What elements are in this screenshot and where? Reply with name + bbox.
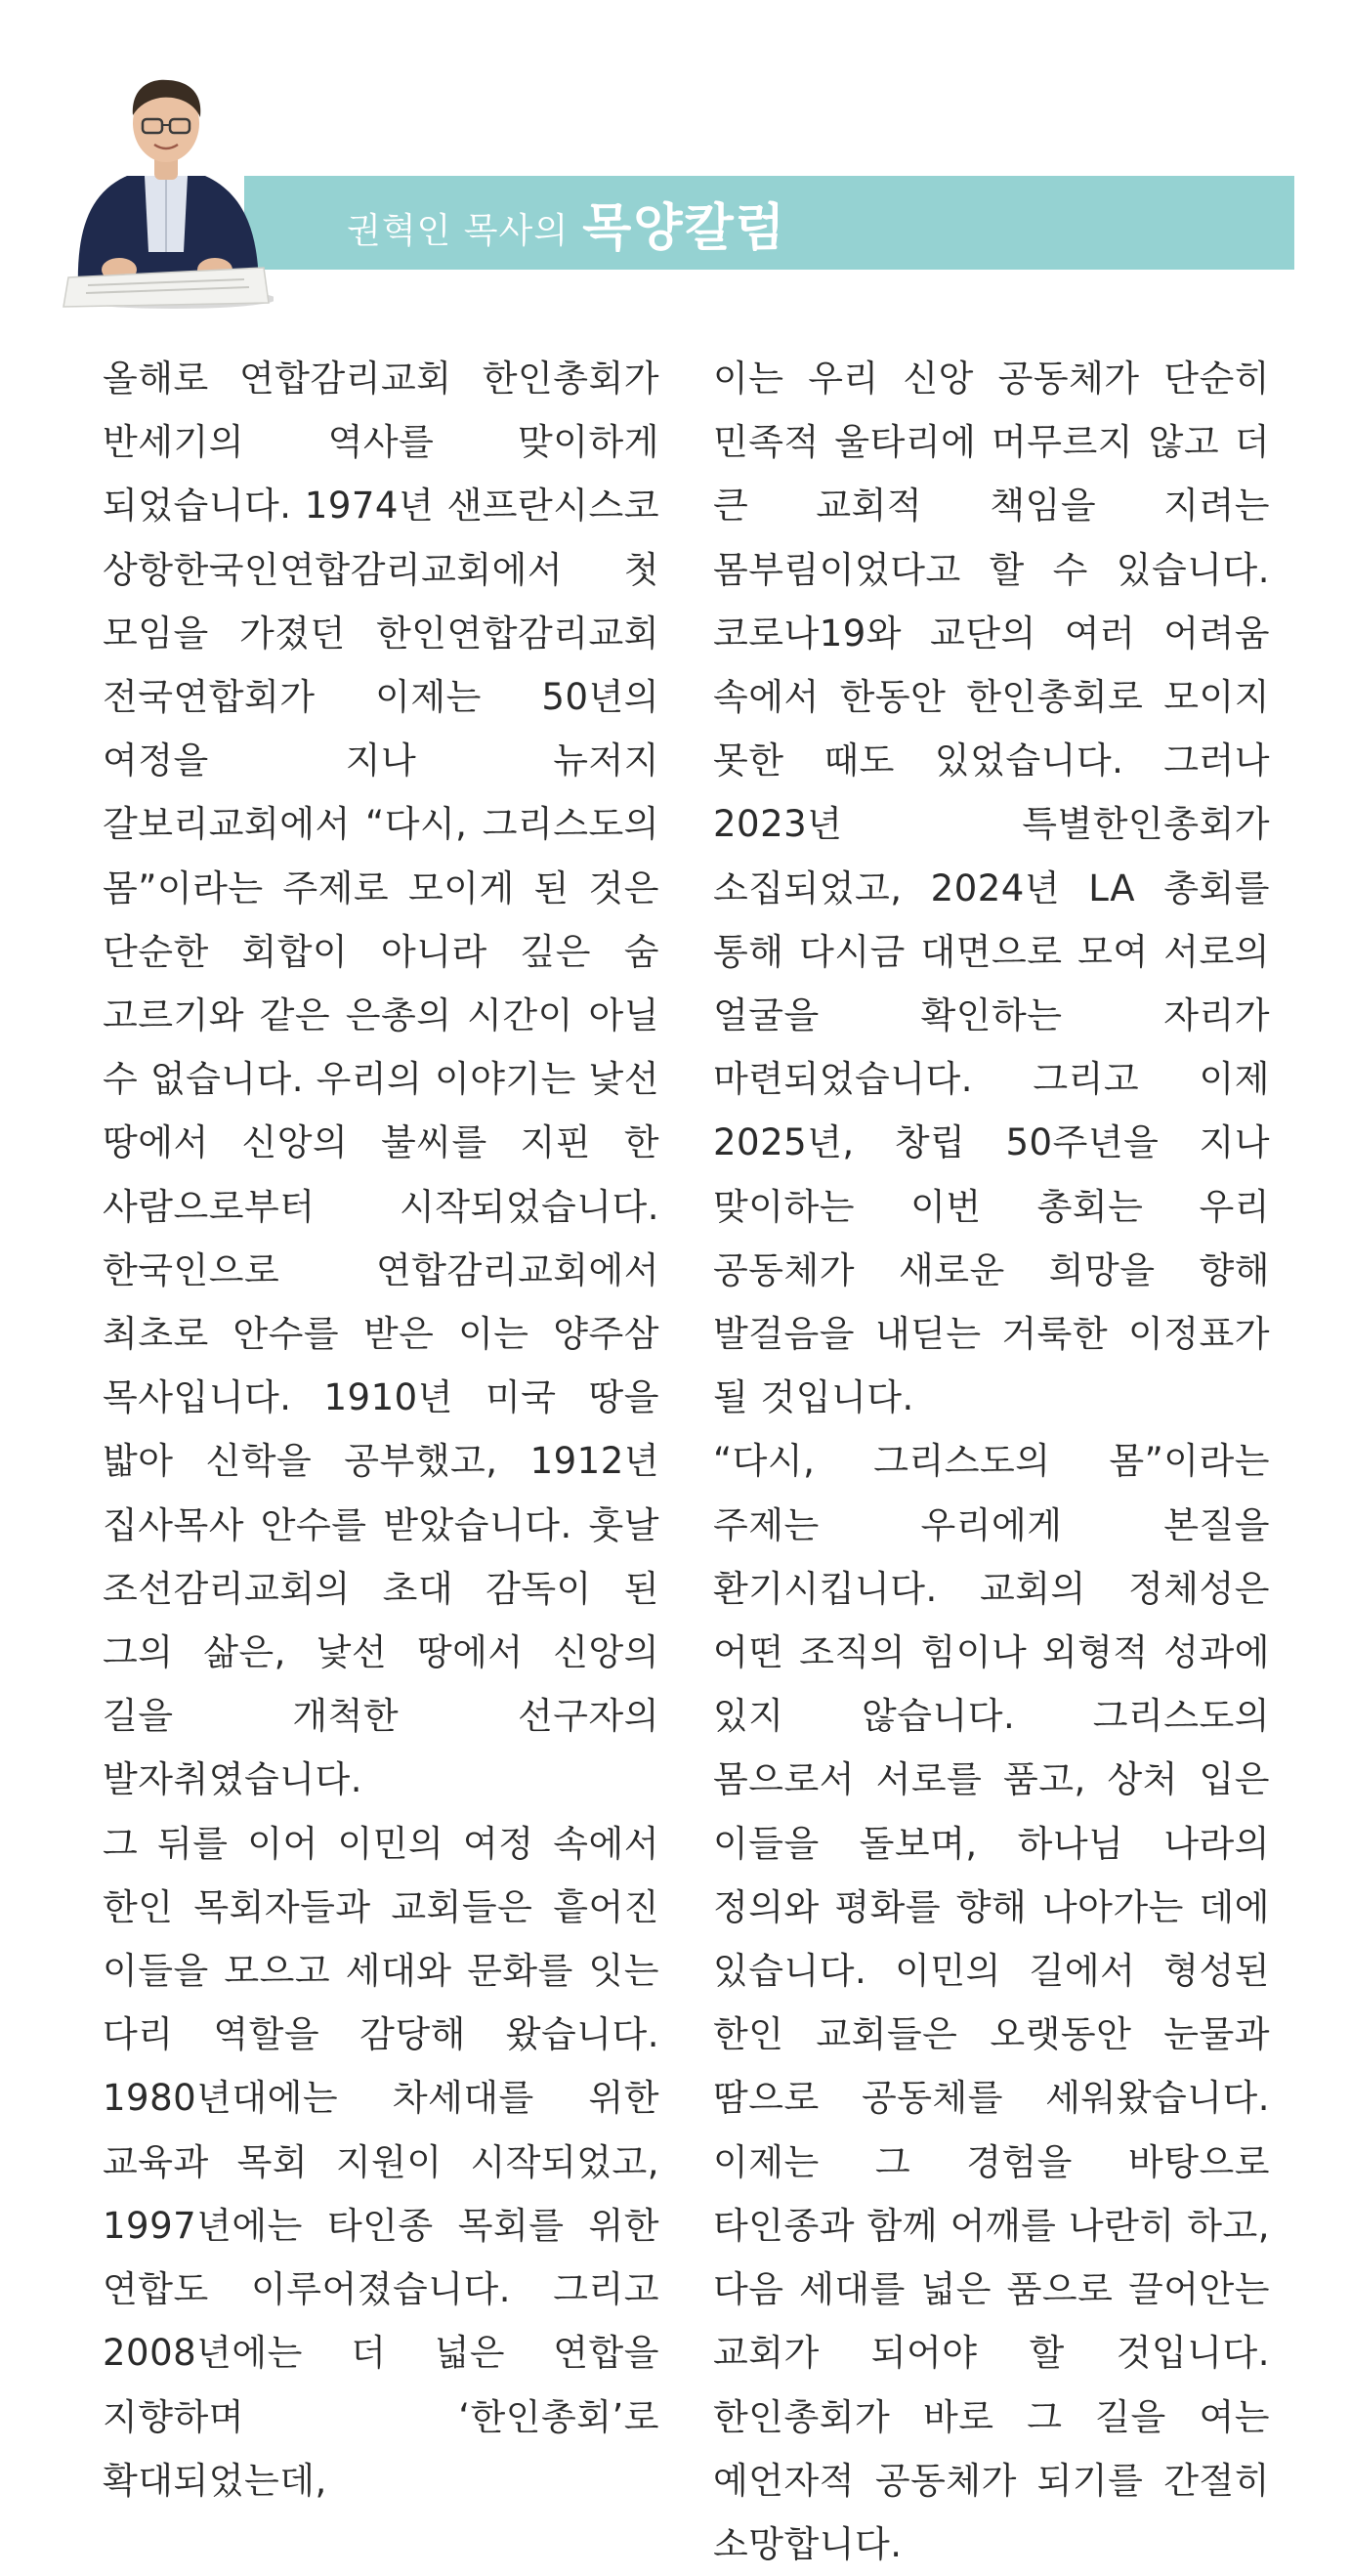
column-title: 목양칼럼 [582, 197, 787, 258]
paragraph: 이는 우리 신앙 공동체가 단순히 민족적 울타리에 머무르지 않고 더 큰 교회적 책임을 지려는 몸부림이었다고 할 수 있습니다. 코로나19와 교단의 여러 어려움 속에서 한동안 한인총회로 모이지 못한 때도 있었습니다. 그러나 2023년 특별한인총회가 소집되었고, 2024년 LA 총회를 통해 다시금 대면으로 모여 서로의 얼굴을 확인하는 자리가 마련되었습니다. 그리고 이제 2025년, 창립 50주년을 지나 맞이하는 이번 총회는 우리 공동체가 새로운 희망을 향해 발걸음을 내딛는 거룩한 이정표가 될 것입니다. [713, 358, 1270, 1419]
title-banner [244, 176, 1294, 270]
column-header [0, 0, 1351, 322]
right-column [713, 347, 1270, 2576]
author-prefix: 권혁인 목사의 [347, 210, 570, 251]
article-body [103, 347, 1270, 2565]
banner-title [347, 176, 786, 270]
left-column [103, 347, 659, 2513]
paragraph: 올해로 연합감리교회 한인총회가 반세기의 역사를 맞이하게 되었습니다. 1974년 샌프란시스코 상항한국인연합감리교회에서 첫 모임을 가졌던 한인연합감리교회 전국연합회가 이제는 50년의 여정을 지나 뉴저지 갈보리교회에서 “다시, 그리스도의 몸”이라는 주제로 모이게 된 것은 단순한 회합이 아니라 깊은 숨 고르기와 같은 은총의 시간이 아닐 수 없습니다. 우리의 이야기는 낯선 땅에서 신앙의 불씨를 지핀 한 사람으로부터 시작되었습니다. 한국인으로 연합감리교회에서 최초로 안수를 받은 이는 양주삼 목사입니다. 1910년 미국 땅을 밟아 신학을 공부했고, 1912년 집사목사 안수를 받았습니다. 훗날 조선감리교회의 초대 감독이 된 그의 삶은, 낯선 땅에서 신앙의 길을 개척한 선구자의 발자취였습니다. [103, 358, 659, 1801]
author-portrait [59, 47, 274, 311]
paragraph: 그 뒤를 이어 이민의 여정 속에서 한인 목회자들과 교회들은 흩어진 이들을 모으고 세대와 문화를 잇는 다리 역할을 감당해 왔습니다. 1980년대에는 차세대를 위한 교육과 목회 지원이 시작되었고, 1997년에는 타인종 목회를 위한 연합도 이루어졌습니다. 그리고 2008년에는 더 넓은 연합을 지향하며 ‘한인총회’로 확대되었는데, [103, 1822, 659, 2502]
paragraph: “다시, 그리스도의 몸”이라는 주제는 우리에게 본질을 환기시킵니다. 교회의 정체성은 어떤 조직의 힘이나 외형적 성과에 있지 않습니다. 그리스도의 몸으로서 서로를 품고, 상처 입은 이들을 돌보며, 하나님 나라의 정의와 평화를 향해 나아가는 데에 있습니다. 이민의 길에서 형성된 한인 교회들은 오랫동안 눈물과 땀으로 공동체를 세워왔습니다. 이제는 그 경험을 바탕으로 타인종과 함께 어깨를 나란히 하고, 다음 세대를 넓은 품으로 끌어안는 교회가 되어야 할 것입니다. 한인총회가 바로 그 길을 여는 예언자적 공동체가 되기를 간절히 소망합니다. [713, 1440, 1270, 2565]
